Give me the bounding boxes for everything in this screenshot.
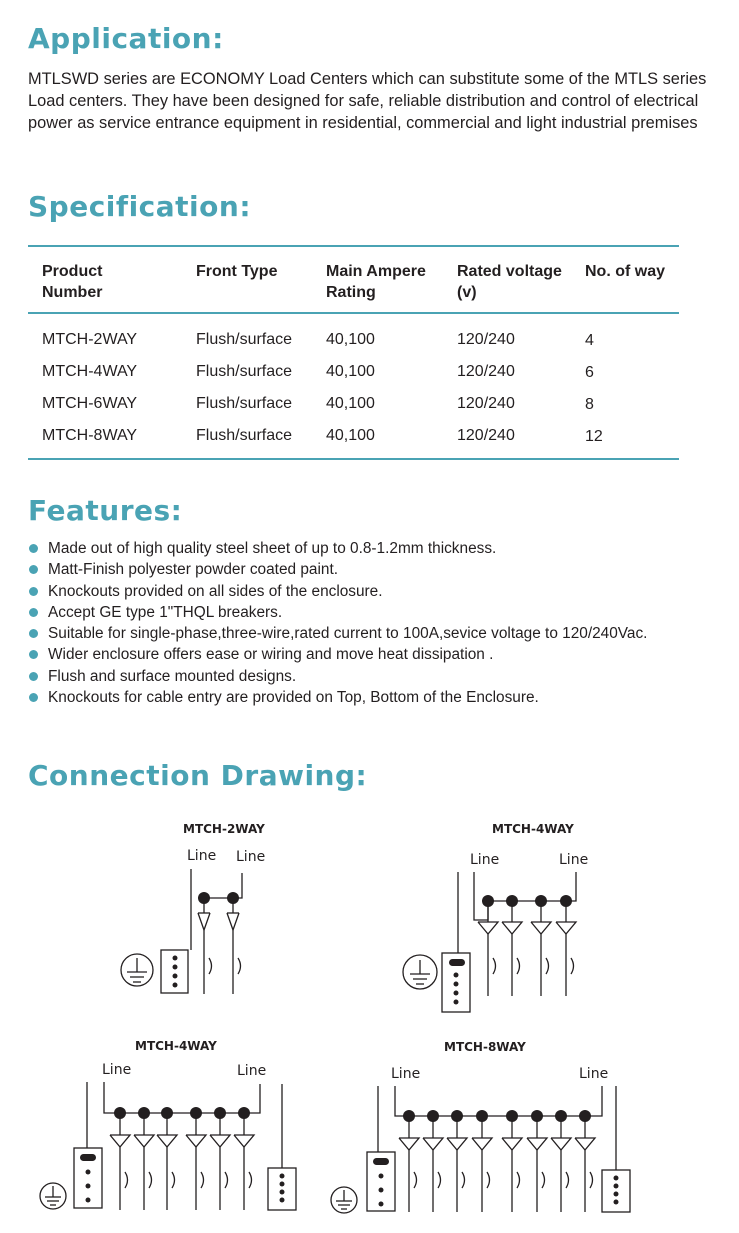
wiring-lines <box>403 872 576 1012</box>
col-header-main-ampere: Main Ampere Rating <box>326 263 426 301</box>
cell-no-of-way: 12 <box>585 428 603 445</box>
cell-main-ampere: 40,100 <box>326 331 375 348</box>
features-heading: Features: <box>28 494 183 527</box>
feature-text: Wider enclosure offers ease or wiring and move heat dissipation . <box>48 646 494 664</box>
feature-text: Flush and surface mounted designs. <box>48 667 297 685</box>
cell-front-type: Flush/surface <box>196 395 293 412</box>
line-label: Line <box>579 1066 609 1082</box>
cell-front-type: Flush/surface <box>196 331 293 348</box>
specification-heading: Specification: <box>28 190 252 223</box>
line-label: Line <box>102 1062 132 1078</box>
terminal-dots <box>373 1110 619 1207</box>
cell-product-number: MTCH-8WAY <box>42 427 138 444</box>
cell-rated-voltage: 120/240 <box>457 427 515 444</box>
cell-main-ampere: 40,100 <box>326 427 375 444</box>
diagram-2way <box>121 822 265 994</box>
diagram-4way-top <box>403 822 588 1012</box>
line-label: Line <box>470 852 500 868</box>
cell-product-number: MTCH-4WAY <box>42 363 138 380</box>
cell-main-ampere: 40,100 <box>326 363 375 380</box>
terminal-dots <box>80 1107 285 1203</box>
col-header-product-number: Product Number <box>42 263 103 301</box>
wiring-lines <box>331 1086 630 1213</box>
line-label: Line <box>237 1063 267 1079</box>
cell-no-of-way: 4 <box>585 332 594 349</box>
wiring-lines <box>40 1082 296 1210</box>
col-header-rated-voltage: Rated voltage (v) <box>457 263 562 301</box>
cell-product-number: MTCH-6WAY <box>42 395 138 412</box>
col-header-front-type: Front Type <box>196 263 278 280</box>
cell-rated-voltage: 120/240 <box>457 331 515 348</box>
application-text: MTLSWD series are ECONOMY Load Centers which can substitute some of the MTLS series Load centers. They have been designed for safe, reliable distribution and control of electrical power as service entrance equipment in residential, commercial and light industrial premises <box>28 70 707 132</box>
cell-product-number: MTCH-2WAY <box>42 331 138 348</box>
feature-text: Knockouts provided on all sides of the enclosure. <box>48 582 383 600</box>
diagram-title: MTCH-4WAY <box>492 822 574 836</box>
cell-front-type: Flush/surface <box>196 363 293 380</box>
feature-text: Accept GE type 1"THQL breakers. <box>48 603 283 621</box>
application-heading: Application: <box>28 22 224 55</box>
cell-rated-voltage: 120/240 <box>457 363 515 380</box>
diagram-title: MTCH-4WAY <box>135 1039 217 1053</box>
diagram-title: MTCH-8WAY <box>444 1040 526 1054</box>
wiring-lines <box>121 869 242 994</box>
line-label: Line <box>391 1066 421 1082</box>
cell-no-of-way: 8 <box>585 396 594 413</box>
connection-heading: Connection Drawing: <box>28 759 368 792</box>
cell-no-of-way: 6 <box>585 364 594 381</box>
feature-text: Knockouts for cable entry are provided on Top, Bottom of the Enclosure. <box>48 689 539 707</box>
line-label: Line <box>559 852 589 868</box>
diagram-title: MTCH-2WAY <box>183 822 265 836</box>
terminal-dots <box>449 895 572 1005</box>
feature-text: Suitable for single-phase,three-wire,rated current to 100A,sevice voltage to 120/240Vac. <box>48 625 648 643</box>
terminal-dots <box>173 892 240 988</box>
col-header-no-of-way: No. of way <box>585 263 666 280</box>
cell-main-ampere: 40,100 <box>326 395 375 412</box>
cell-front-type: Flush/surface <box>196 427 293 444</box>
line-label: Line <box>187 848 217 864</box>
feature-text: Matt-Finish polyester powder coated paint. <box>48 561 339 579</box>
diagram-8way <box>331 1040 630 1213</box>
feature-text: Made out of high quality steel sheet of up to 0.8-1.2mm thickness. <box>48 540 497 557</box>
line-label: Line <box>236 849 266 865</box>
diagram-4way-bottom <box>40 1039 296 1210</box>
cell-rated-voltage: 120/240 <box>457 395 515 412</box>
